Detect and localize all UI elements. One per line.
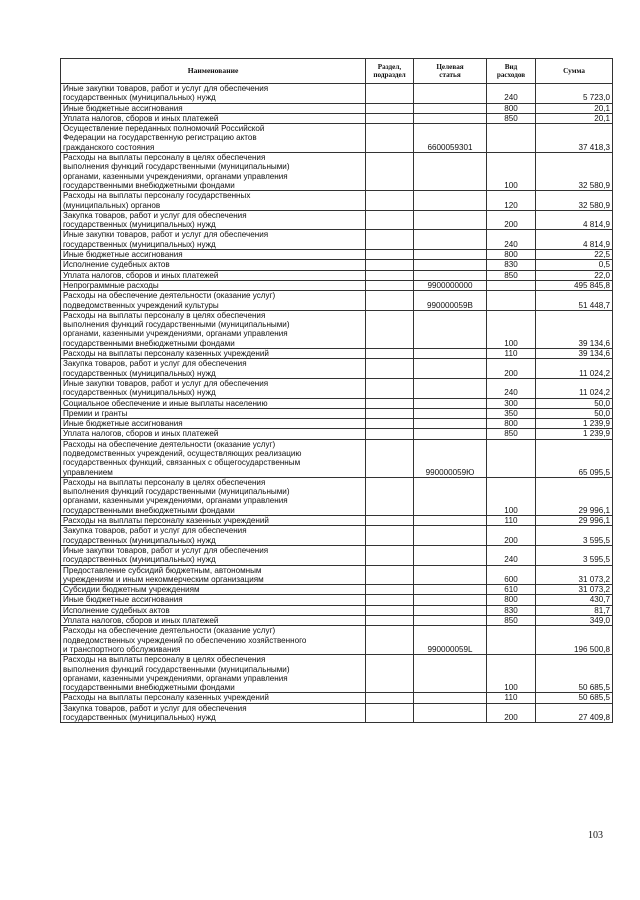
row-name-cell (61, 655, 366, 693)
row-name-line: государственными внебюджетными фондами (63, 180, 235, 190)
row-razdel-cell (366, 291, 414, 311)
row-razdel-cell (366, 210, 414, 230)
row-target-article-cell (414, 270, 487, 280)
row-name-line: Расходы на выплаты персоналу казенных учреждений (63, 349, 269, 359)
row-name-line: Закупка товаров, работ и услуг для обеспечения (63, 526, 247, 536)
row-sum-cell: 0,5 (536, 260, 613, 270)
row-expense-type-cell (487, 291, 536, 311)
header-sum: Сумма (536, 59, 613, 84)
table-row (61, 230, 613, 250)
table-row (61, 585, 613, 595)
row-name-cell (61, 429, 366, 439)
row-name-line: органами, казенными учреждениями, органами управления (63, 496, 288, 506)
row-name-cell (61, 526, 366, 546)
row-name-cell (61, 439, 366, 477)
row-name-line: Иные закупки товаров, работ и услуг для обеспечения (63, 230, 269, 240)
row-target-article-cell (414, 230, 487, 250)
row-razdel-cell (366, 84, 414, 104)
table-row (61, 84, 613, 104)
row-name-line: государственных функций, связанных с общегосударственным (63, 458, 301, 468)
row-name-cell (61, 595, 366, 605)
table-row (61, 310, 613, 348)
row-razdel-cell (366, 585, 414, 595)
row-razdel-cell (366, 477, 414, 515)
row-sum-cell: 50,0 (536, 398, 613, 408)
row-expense-type-cell (487, 439, 536, 477)
row-expense-type-cell: 800 (487, 419, 536, 429)
row-target-article-cell: 6600059301 (414, 124, 487, 153)
row-target-article-cell (414, 616, 487, 626)
row-name-line: Уплата налогов, сборов и иных платежей (63, 616, 219, 626)
row-name-line: государственных (муниципальных) нужд (63, 220, 216, 230)
table-row (61, 113, 613, 123)
row-name-line: управлением (63, 467, 113, 477)
row-name-line: государственными внебюджетными фондами (63, 505, 235, 515)
row-name-cell (61, 378, 366, 398)
row-sum-cell: 29 996,1 (536, 477, 613, 515)
row-name-cell (61, 291, 366, 311)
row-name-cell (61, 693, 366, 703)
table-row (61, 595, 613, 605)
row-razdel-cell (366, 260, 414, 270)
row-name-line: гражданского состояния (63, 142, 155, 152)
row-name-cell (61, 113, 366, 123)
row-target-article-cell (414, 419, 487, 429)
table-row (61, 526, 613, 546)
row-name-line: государственными внебюджетными фондами (63, 683, 235, 693)
row-razdel-cell (366, 626, 414, 655)
row-sum-cell: 11 024,2 (536, 378, 613, 398)
row-name-line: государственных (муниципальных) нужд (63, 239, 216, 249)
header-razdel: Раздел, подраздел (366, 59, 414, 84)
row-target-article-cell (414, 113, 487, 123)
row-expense-type-cell: 110 (487, 516, 536, 526)
row-sum-cell: 39 134,6 (536, 310, 613, 348)
row-target-article-cell (414, 605, 487, 615)
row-name-line: государственных (муниципальных) нужд (63, 555, 216, 565)
row-name-line: Премии и гранты (63, 408, 128, 418)
table-row (61, 516, 613, 526)
row-expense-type-cell: 850 (487, 429, 536, 439)
row-name-line: органами, казенными учреждениями, органами управления (63, 171, 288, 181)
row-sum-cell: 37 418,3 (536, 124, 613, 153)
row-name-line: выполнения функций государственными (муниципальными) (63, 162, 290, 172)
row-name-line: государственных (муниципальных) нужд (63, 93, 216, 103)
row-expense-type-cell: 800 (487, 595, 536, 605)
row-target-article-cell (414, 398, 487, 408)
row-razdel-cell (366, 545, 414, 565)
row-target-article-cell: 990000059B (414, 291, 487, 311)
row-sum-cell: 495 845,8 (536, 280, 613, 290)
row-razdel-cell (366, 526, 414, 546)
row-name-line: Исполнение судебных актов (63, 605, 170, 615)
row-name-line: Исполнение судебных актов (63, 260, 170, 270)
row-name-line: Уплата налогов, сборов и иных платежей (63, 429, 219, 439)
header-row (61, 59, 613, 84)
row-name-cell (61, 310, 366, 348)
row-name-line: Осуществление переданных полномочий Российской (63, 124, 265, 134)
row-expense-type-cell: 800 (487, 250, 536, 260)
row-sum-cell: 50 685,5 (536, 693, 613, 703)
budget-table (60, 58, 613, 723)
row-sum-cell: 1 239,9 (536, 429, 613, 439)
row-sum-cell: 196 500,8 (536, 626, 613, 655)
row-target-article-cell (414, 655, 487, 693)
row-razdel-cell (366, 398, 414, 408)
row-name-line: Социальное обеспечение и иные выплаты населению (63, 398, 268, 408)
row-name-cell (61, 419, 366, 429)
row-name-line: государственными внебюджетными фондами (63, 338, 235, 348)
row-target-article-cell (414, 516, 487, 526)
row-name-cell (61, 408, 366, 418)
row-razdel-cell (366, 439, 414, 477)
row-target-article-cell (414, 703, 487, 723)
row-expense-type-cell: 100 (487, 477, 536, 515)
table-row (61, 408, 613, 418)
row-name-line: Закупка товаров, работ и услуг для обеспечения (63, 359, 247, 369)
row-name-cell (61, 84, 366, 104)
row-razdel-cell (366, 349, 414, 359)
table-row (61, 250, 613, 260)
row-name-cell (61, 545, 366, 565)
table-row (61, 378, 613, 398)
row-expense-type-cell: 200 (487, 703, 536, 723)
row-name-line: Уплата налогов, сборов и иных платежей (63, 270, 219, 280)
row-razdel-cell (366, 359, 414, 379)
row-sum-cell: 11 024,2 (536, 359, 613, 379)
row-name-line: Иные бюджетные ассигнования (63, 250, 183, 260)
row-razdel-cell (366, 419, 414, 429)
row-name-line: и транспортного обслуживания (63, 644, 181, 654)
row-name-line: Расходы на выплаты персоналу в целях обеспечения (63, 655, 266, 665)
row-target-article-cell (414, 565, 487, 585)
row-name-line: (муниципальных) органов (63, 200, 161, 210)
table-row (61, 153, 613, 191)
row-sum-cell: 32 580,9 (536, 153, 613, 191)
row-name-line: Иные бюджетные ассигнования (63, 419, 183, 429)
row-razdel-cell (366, 250, 414, 260)
row-name-cell (61, 210, 366, 230)
row-expense-type-cell: 100 (487, 655, 536, 693)
row-target-article-cell (414, 526, 487, 546)
row-razdel-cell (366, 565, 414, 585)
table-row (61, 626, 613, 655)
row-sum-cell: 50 685,5 (536, 655, 613, 693)
row-target-article-cell: 990000059Ю (414, 439, 487, 477)
table-row (61, 270, 613, 280)
row-expense-type-cell: 240 (487, 378, 536, 398)
row-expense-type-cell: 110 (487, 349, 536, 359)
row-razdel-cell (366, 124, 414, 153)
row-target-article-cell (414, 349, 487, 359)
row-expense-type-cell (487, 626, 536, 655)
row-name-cell (61, 565, 366, 585)
row-sum-cell: 31 073,2 (536, 565, 613, 585)
row-name-line: Расходы на обеспечение деятельности (оказание услуг) (63, 439, 276, 449)
row-name-cell (61, 585, 366, 595)
row-expense-type-cell: 830 (487, 260, 536, 270)
table-header (61, 59, 613, 84)
row-sum-cell: 4 814,9 (536, 230, 613, 250)
table-row (61, 477, 613, 515)
row-name-line: государственных (муниципальных) нужд (63, 535, 216, 545)
row-expense-type-cell: 240 (487, 230, 536, 250)
row-razdel-cell (366, 595, 414, 605)
table-row (61, 280, 613, 290)
row-expense-type-cell: 100 (487, 153, 536, 191)
row-razdel-cell (366, 103, 414, 113)
row-sum-cell: 50,0 (536, 408, 613, 418)
row-name-cell (61, 153, 366, 191)
row-razdel-cell (366, 516, 414, 526)
row-razdel-cell (366, 310, 414, 348)
row-sum-cell: 4 814,9 (536, 210, 613, 230)
table-row (61, 124, 613, 153)
row-name-line: Расходы на выплаты персоналу казенных учреждений (63, 516, 269, 526)
row-name-line: Расходы на выплаты персоналу казенных учреждений (63, 693, 269, 703)
row-name-line: выполнения функций государственными (муниципальными) (63, 320, 290, 330)
row-expense-type-cell: 200 (487, 210, 536, 230)
row-target-article-cell (414, 378, 487, 398)
row-sum-cell: 1 239,9 (536, 419, 613, 429)
row-name-line: выполнения функций государственными (муниципальными) (63, 487, 290, 497)
row-target-article-cell (414, 260, 487, 270)
row-name-line: Иные закупки товаров, работ и услуг для обеспечения (63, 378, 269, 388)
row-target-article-cell (414, 153, 487, 191)
row-razdel-cell (366, 230, 414, 250)
row-razdel-cell (366, 280, 414, 290)
row-name-line: Закупка товаров, работ и услуг для обеспечения (63, 703, 247, 713)
row-target-article-cell (414, 210, 487, 230)
row-name-cell (61, 349, 366, 359)
row-name-line: Иные закупки товаров, работ и услуг для обеспечения (63, 545, 269, 555)
row-sum-cell: 22,0 (536, 270, 613, 280)
row-sum-cell: 20,1 (536, 113, 613, 123)
row-expense-type-cell: 240 (487, 84, 536, 104)
row-razdel-cell (366, 703, 414, 723)
row-target-article-cell (414, 595, 487, 605)
row-razdel-cell (366, 616, 414, 626)
row-name-cell (61, 626, 366, 655)
table-row (61, 616, 613, 626)
row-name-line: государственных (муниципальных) нужд (63, 388, 216, 398)
row-sum-cell: 349,0 (536, 616, 613, 626)
row-name-cell (61, 270, 366, 280)
row-name-line: государственных (муниципальных) нужд (63, 713, 216, 722)
row-name-cell (61, 103, 366, 113)
table-row (61, 693, 613, 703)
table-body (61, 84, 613, 723)
row-expense-type-cell: 600 (487, 565, 536, 585)
row-expense-type-cell: 120 (487, 191, 536, 211)
row-name-line: Предоставление субсидий бюджетным, автономным (63, 565, 262, 575)
row-name-cell (61, 477, 366, 515)
row-expense-type-cell: 200 (487, 359, 536, 379)
row-name-line: Расходы на выплаты персоналу государственных (63, 191, 251, 201)
row-razdel-cell (366, 408, 414, 418)
row-name-line: учреждениям и иным некоммерческим организациям (63, 574, 264, 584)
row-name-line: органами, казенными учреждениями, органами управления (63, 673, 288, 683)
row-target-article-cell: 9900000000 (414, 280, 487, 290)
row-razdel-cell (366, 191, 414, 211)
row-name-line: Субсидии бюджетным учреждениям (63, 585, 200, 595)
row-name-line: Уплата налогов, сборов и иных платежей (63, 113, 219, 123)
row-sum-cell: 81,7 (536, 605, 613, 615)
row-name-cell (61, 280, 366, 290)
row-expense-type-cell: 850 (487, 270, 536, 280)
row-target-article-cell (414, 545, 487, 565)
row-sum-cell: 22,5 (536, 250, 613, 260)
row-name-line: Расходы на обеспечение деятельности (оказание услуг) (63, 626, 276, 636)
table-row (61, 439, 613, 477)
row-target-article-cell (414, 693, 487, 703)
row-name-line: Непрограммные расходы (63, 280, 159, 290)
row-expense-type-cell: 350 (487, 408, 536, 418)
row-razdel-cell (366, 655, 414, 693)
row-expense-type-cell: 850 (487, 616, 536, 626)
row-sum-cell: 51 448,7 (536, 291, 613, 311)
row-expense-type-cell: 300 (487, 398, 536, 408)
row-sum-cell: 29 996,1 (536, 516, 613, 526)
table-row (61, 703, 613, 723)
row-expense-type-cell: 830 (487, 605, 536, 615)
row-name-line: подведомственных учреждений, осуществляющих реализацию (63, 448, 302, 458)
row-expense-type-cell: 850 (487, 113, 536, 123)
row-sum-cell: 3 595,5 (536, 545, 613, 565)
row-sum-cell: 27 409,8 (536, 703, 613, 723)
table-row (61, 191, 613, 211)
row-target-article-cell (414, 250, 487, 260)
row-target-article-cell (414, 103, 487, 113)
row-expense-type-cell: 240 (487, 545, 536, 565)
row-sum-cell: 430,7 (536, 595, 613, 605)
row-razdel-cell (366, 429, 414, 439)
row-target-article-cell (414, 84, 487, 104)
row-name-line: Иные закупки товаров, работ и услуг для обеспечения (63, 84, 269, 93)
row-sum-cell: 20,1 (536, 103, 613, 113)
row-target-article-cell (414, 359, 487, 379)
header-name: Наименование (61, 59, 366, 84)
row-name-line: Расходы на обеспечение деятельности (оказание услуг) (63, 291, 276, 301)
table-row (61, 260, 613, 270)
table-row (61, 655, 613, 693)
row-name-cell (61, 230, 366, 250)
row-sum-cell: 32 580,9 (536, 191, 613, 211)
row-name-line: выполнения функций государственными (муниципальными) (63, 664, 290, 674)
row-name-line: Федерации на государственную регистрацию актов (63, 133, 257, 143)
row-name-line: Закупка товаров, работ и услуг для обеспечения (63, 210, 247, 220)
table-row (61, 429, 613, 439)
row-expense-type-cell: 110 (487, 693, 536, 703)
table-row (61, 210, 613, 230)
row-expense-type-cell (487, 280, 536, 290)
row-name-line: Расходы на выплаты персоналу в целях обеспечения (63, 153, 266, 163)
row-name-line: подведомственных учреждений культуры (63, 300, 219, 310)
row-name-cell (61, 260, 366, 270)
row-name-line: Расходы на выплаты персоналу в целях обеспечения (63, 477, 266, 487)
row-target-article-cell (414, 429, 487, 439)
row-name-line: Иные бюджетные ассигнования (63, 103, 183, 113)
row-target-article-cell (414, 585, 487, 595)
row-expense-type-cell (487, 124, 536, 153)
row-name-line: органами, казенными учреждениями, органами управления (63, 329, 288, 339)
table-row (61, 398, 613, 408)
table-row (61, 349, 613, 359)
row-sum-cell: 65 095,5 (536, 439, 613, 477)
table-row (61, 545, 613, 565)
row-sum-cell: 39 134,6 (536, 349, 613, 359)
header-expense-type: Вид расходов (487, 59, 536, 84)
row-razdel-cell (366, 153, 414, 191)
table-row (61, 565, 613, 585)
table-row (61, 103, 613, 113)
row-target-article-cell (414, 310, 487, 348)
row-sum-cell: 31 073,2 (536, 585, 613, 595)
table-row (61, 359, 613, 379)
row-name-cell (61, 616, 366, 626)
row-razdel-cell (366, 693, 414, 703)
row-name-cell (61, 359, 366, 379)
row-name-line: Расходы на выплаты персоналу в целях обеспечения (63, 310, 266, 320)
row-sum-cell: 3 595,5 (536, 526, 613, 546)
table-row (61, 605, 613, 615)
row-name-cell (61, 605, 366, 615)
row-target-article-cell (414, 408, 487, 418)
row-name-cell (61, 250, 366, 260)
row-expense-type-cell: 800 (487, 103, 536, 113)
row-name-cell (61, 124, 366, 153)
page-number: 103 (588, 830, 603, 841)
table-row (61, 291, 613, 311)
row-target-article-cell (414, 477, 487, 515)
row-razdel-cell (366, 605, 414, 615)
row-razdel-cell (366, 270, 414, 280)
row-name-cell (61, 191, 366, 211)
row-expense-type-cell: 200 (487, 526, 536, 546)
row-name-line: Иные бюджетные ассигнования (63, 595, 183, 605)
row-razdel-cell (366, 113, 414, 123)
table-row (61, 419, 613, 429)
row-razdel-cell (366, 378, 414, 398)
row-name-line: подведомственных учреждений по обеспечению хозяйственного (63, 635, 307, 645)
row-expense-type-cell: 100 (487, 310, 536, 348)
row-sum-cell: 5 723,0 (536, 84, 613, 104)
row-name-cell (61, 703, 366, 723)
row-name-cell (61, 398, 366, 408)
row-target-article-cell (414, 191, 487, 211)
header-target-article: Целевая статья (414, 59, 487, 84)
row-name-line: государственных (муниципальных) нужд (63, 368, 216, 378)
row-expense-type-cell: 610 (487, 585, 536, 595)
row-target-article-cell: 990000059L (414, 626, 487, 655)
row-name-cell (61, 516, 366, 526)
